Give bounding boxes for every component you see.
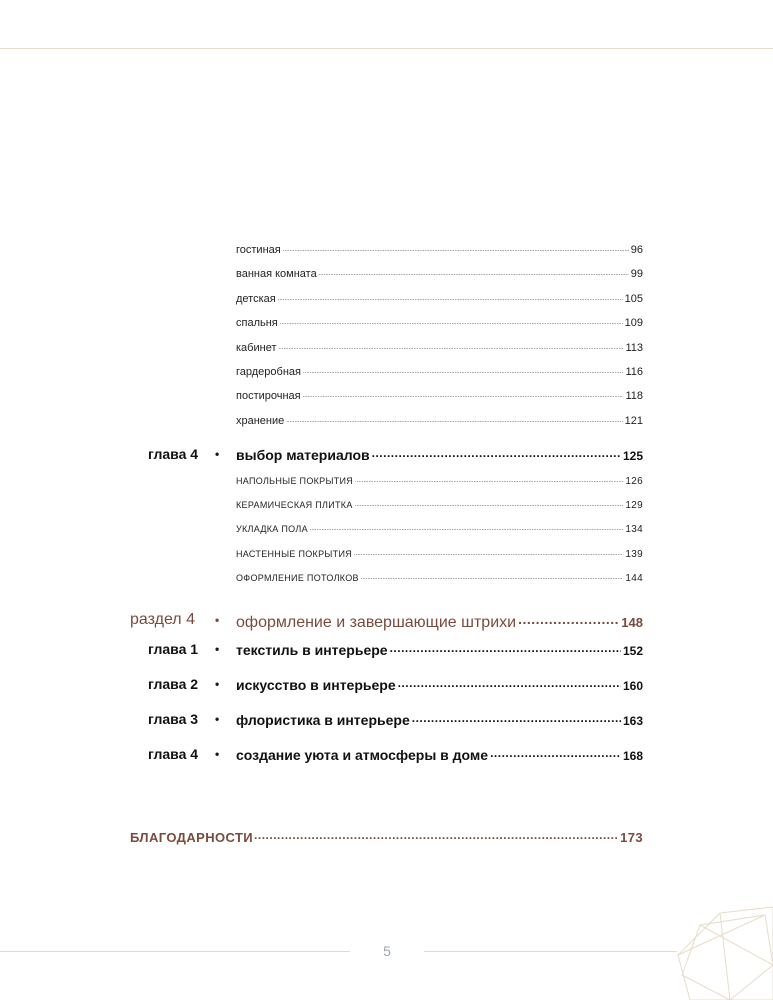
toc-entry-title: НАСТЕННЫЕ ПОКРЫТИЯ (236, 549, 353, 559)
toc-entry-title: ванная комната (236, 268, 317, 280)
bullet-separator: • (215, 747, 220, 761)
toc-entry-page: 144 (625, 573, 643, 584)
chapter-label: глава 3 (148, 711, 199, 727)
dot-leader (355, 474, 623, 484)
toc-entry-room[interactable] (236, 242, 643, 256)
dot-leader (490, 746, 621, 760)
toc-entry-page: 148 (621, 615, 643, 630)
toc-entry-page: 118 (625, 390, 643, 402)
bullet-separator: • (215, 447, 220, 461)
toc-entry-material[interactable] (236, 571, 643, 584)
toc-entry-page: 126 (625, 476, 643, 487)
toc-entry-page: 121 (624, 415, 643, 427)
toc-entry-room[interactable] (236, 364, 643, 378)
toc-entry-title: текстиль в интерьере (236, 642, 388, 658)
toc-entry-page: 173 (620, 830, 643, 845)
toc-entry-room[interactable] (236, 413, 643, 427)
dot-leader (372, 446, 621, 460)
toc-entry-title: БЛАГОДАРНОСТИ (130, 830, 254, 845)
bullet-separator: • (215, 642, 220, 656)
dot-leader (390, 641, 621, 655)
section-label: раздел 4 (130, 611, 195, 628)
toc-entry-acknowledgements[interactable] (130, 829, 643, 845)
toc-entry-title: спальня (236, 317, 278, 329)
toc-entry-page: 160 (622, 679, 643, 693)
toc-entry-title: гостиная (236, 244, 281, 256)
toc-entry-room[interactable] (236, 291, 643, 305)
bullet-separator: • (215, 677, 220, 691)
chapter-label: глава 4 (148, 446, 199, 462)
chapter-label: глава 1 (148, 641, 199, 657)
toc-entry-title: гардеробная (236, 366, 301, 378)
dot-leader (280, 315, 623, 326)
toc-entry-chapter[interactable] (236, 711, 643, 728)
page-number: 5 (383, 943, 391, 959)
toc-entry-page: 113 (625, 342, 643, 354)
toc-entry-chapter[interactable] (236, 746, 643, 763)
toc-entry-room[interactable] (236, 340, 643, 354)
geometric-ornament-icon (670, 905, 773, 1000)
toc-entry-page: 109 (624, 317, 643, 329)
toc-entry-room[interactable] (236, 388, 643, 402)
bullet-separator: • (215, 712, 220, 726)
toc-entry-title: искусство в интерьере (236, 677, 396, 693)
toc-entry-page: 129 (625, 500, 643, 511)
dot-leader (278, 291, 623, 302)
toc-entry-title: создание уюта и атмосферы в доме (236, 747, 489, 763)
top-rule (0, 48, 773, 49)
toc-entry-page: 99 (630, 268, 643, 280)
footer-rule-left (0, 951, 350, 952)
toc-entry-page: 125 (622, 449, 643, 463)
chapter-label: глава 2 (148, 676, 199, 692)
dot-leader (286, 413, 622, 424)
toc-entry-title: УКЛАДКА ПОЛА (236, 524, 308, 534)
toc-entry-room[interactable] (236, 315, 643, 329)
toc-entry-page: 105 (624, 293, 643, 305)
toc-entry-title: НАПОЛЬНЫЕ ПОКРЫТИЯ (236, 476, 354, 486)
toc-entry-title: хранение (236, 415, 285, 427)
toc-entry-title: оформление и завершающие штрихи (236, 614, 517, 631)
toc-entry-page: 152 (622, 644, 643, 658)
dot-leader (319, 266, 629, 277)
toc-entry-title: КЕРАМИЧЕСКАЯ ПЛИТКА (236, 500, 353, 510)
toc-entry-room[interactable] (236, 266, 643, 280)
bullet-separator: • (215, 613, 220, 627)
toc-entry-page: 134 (625, 524, 643, 535)
toc-entry-material[interactable] (236, 498, 643, 511)
dot-leader (254, 829, 619, 842)
toc-entry-title: кабинет (236, 342, 277, 354)
dot-leader (398, 676, 621, 690)
chapter-label: глава 4 (148, 746, 199, 762)
toc-entry-page: 116 (625, 366, 643, 378)
toc-entry-title: флористика в интерьере (236, 712, 410, 728)
footer-rule-right (424, 951, 677, 952)
toc-entry-page: 96 (630, 244, 643, 256)
toc-entry-chapter[interactable] (236, 446, 643, 463)
toc-entry-page: 163 (622, 714, 643, 728)
toc-entry-material[interactable] (236, 474, 643, 487)
dot-leader (354, 547, 623, 557)
dot-leader (355, 498, 624, 508)
toc-entry-title: постирочная (236, 390, 301, 402)
dot-leader (412, 711, 621, 725)
toc-entry-title: ОФОРМЛЕНИЕ ПОТОЛКОВ (236, 573, 359, 583)
dot-leader (303, 364, 623, 375)
toc-entry-chapter[interactable] (236, 641, 643, 658)
toc-entry-page: 139 (625, 549, 643, 560)
toc-entry-title: выбор материалов (236, 447, 370, 463)
toc-entry-material[interactable] (236, 547, 643, 560)
toc-entry-section[interactable] (236, 611, 643, 632)
toc-entry-chapter[interactable] (236, 676, 643, 693)
dot-leader (283, 242, 629, 253)
toc-entry-material[interactable] (236, 522, 643, 535)
dot-leader (361, 571, 624, 581)
dot-leader (278, 340, 623, 351)
toc-entry-page: 168 (622, 749, 643, 763)
dot-leader (518, 611, 619, 627)
dot-leader (310, 522, 624, 532)
toc-entry-title: детская (236, 293, 276, 305)
dot-leader (303, 388, 624, 399)
